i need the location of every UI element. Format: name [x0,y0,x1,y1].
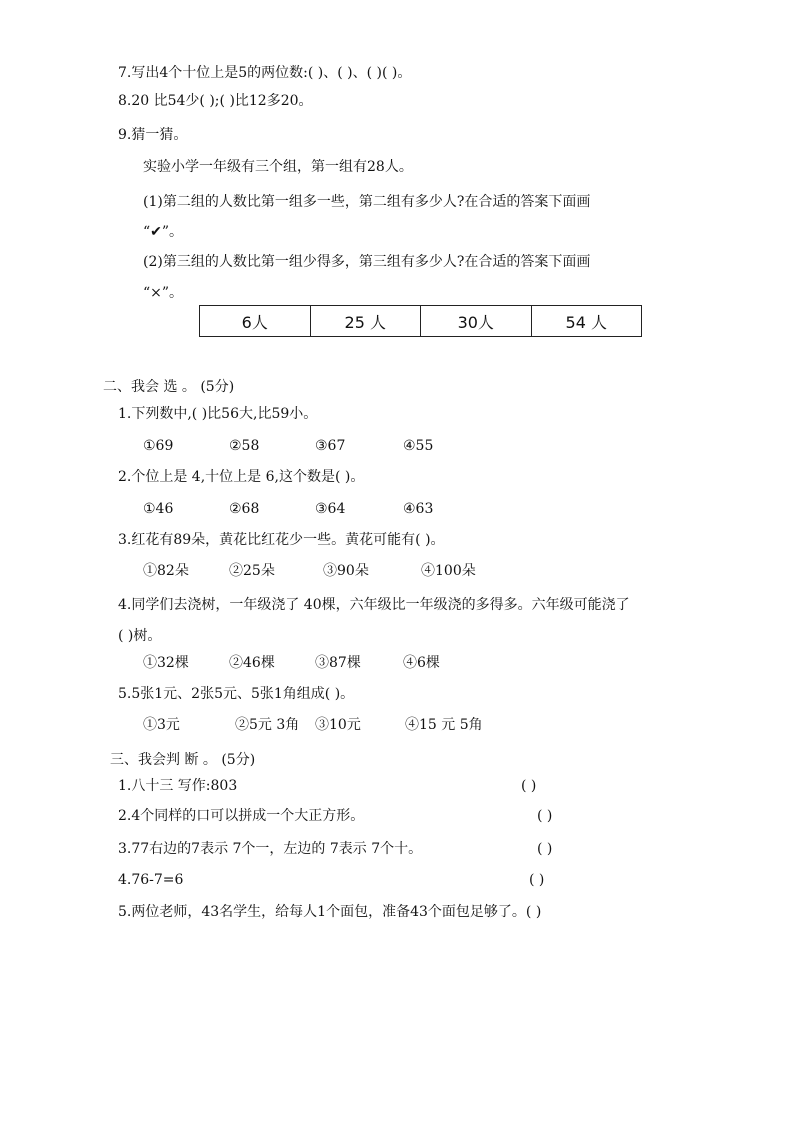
option[interactable]: ③87棵 [315,655,361,671]
judge-answer-3[interactable]: ( ) [537,841,553,857]
option[interactable]: ①3元 [143,717,180,733]
question-9-sub1-line1: (1)第二组的人数比第一组多一些，第二组有多少人?在合适的答案下面画 [143,194,591,210]
option[interactable]: ④6棵 [403,655,440,671]
option[interactable]: ④63 [403,501,434,517]
option[interactable]: ③64 [315,501,346,517]
answer-cell[interactable]: 30人 [421,306,532,337]
judge-item-4: 4.76-7=6 [118,872,184,888]
choice-question-3: 3.红花有89朵，黄花比红花少一些。黄花可能有( )。 [118,532,445,548]
answer-cell[interactable]: 25 人 [310,306,421,337]
answer-table [199,305,642,337]
option[interactable]: ②68 [229,501,260,517]
answer-cell[interactable]: 6人 [200,306,311,337]
question-8: 8.20 比54少( );( )比12多20。 [118,93,313,109]
judge-answer-2[interactable]: ( ) [537,808,553,824]
question-9-context: 实验小学一年级有三个组，第一组有28人。 [143,159,413,175]
question-9-sub2-line2: “×”。 [143,285,184,301]
choice-question-5: 5.5张1元、2张5元、5张1角组成( )。 [118,686,355,702]
section-heading-judge: 三、我会判 断 。 (5分) [110,752,256,768]
judge-item-2: 2.4个同样的口可以拼成一个大正方形。 [118,808,365,824]
judge-item-5-text: 5.两位老师，43名学生，给每人1个面包，准备43个面包足够了。 [118,904,526,920]
judge-answer-4[interactable]: ( ) [529,872,545,888]
option[interactable]: ①82朵 [143,563,189,579]
question-7: 7.写出4个十位上是5的两位数:( )、( )、( )( )。 [118,65,412,81]
option[interactable]: ②58 [229,438,260,454]
question-9-title: 9.猜一猜。 [118,127,188,143]
section-heading-choice: 二、我会 选 。 (5分) [103,379,235,395]
option[interactable]: ③67 [315,438,346,454]
option[interactable]: ②25朵 [229,563,275,579]
option[interactable]: ②46棵 [229,655,275,671]
question-9-sub1-line2: “✔”。 [143,224,184,240]
option[interactable]: ①32棵 [143,655,189,671]
option[interactable]: ①46 [143,501,174,517]
option[interactable]: ②5元 3角 [235,717,300,733]
choice-question-4-line1: 4.同学们去浇树，一年级浇了 40棵，六年级比一年级浇的多得多。六年级可能浇了 [118,597,630,613]
option[interactable]: ④15 元 5角 [405,717,483,733]
option[interactable]: ④100朵 [421,563,476,579]
option[interactable]: ④55 [403,438,434,454]
choice-question-4-line2: ( )树。 [118,628,162,644]
option[interactable]: ③90朵 [323,563,369,579]
judge-item-1: 1.八十三 写作:803 [118,778,238,794]
question-9-sub2-line1: (2)第三组的人数比第一组少得多，第三组有多少人?在合适的答案下面画 [143,254,591,270]
judge-item-3: 3.77右边的7表示 7个一，左边的 7表示 7个十。 [118,841,423,857]
choice-question-1: 1.下列数中,( )比56大,比59小。 [118,406,318,422]
judge-answer-5[interactable]: ( ) [525,904,542,920]
judge-answer-1[interactable]: ( ) [521,778,537,794]
option[interactable]: ③10元 [315,717,361,733]
judge-item-5 [118,903,541,921]
option[interactable]: ①69 [143,438,174,454]
choice-question-2: 2.个位上是 4,十位上是 6,这个数是( )。 [118,469,365,485]
answer-cell[interactable]: 54 人 [531,306,642,337]
